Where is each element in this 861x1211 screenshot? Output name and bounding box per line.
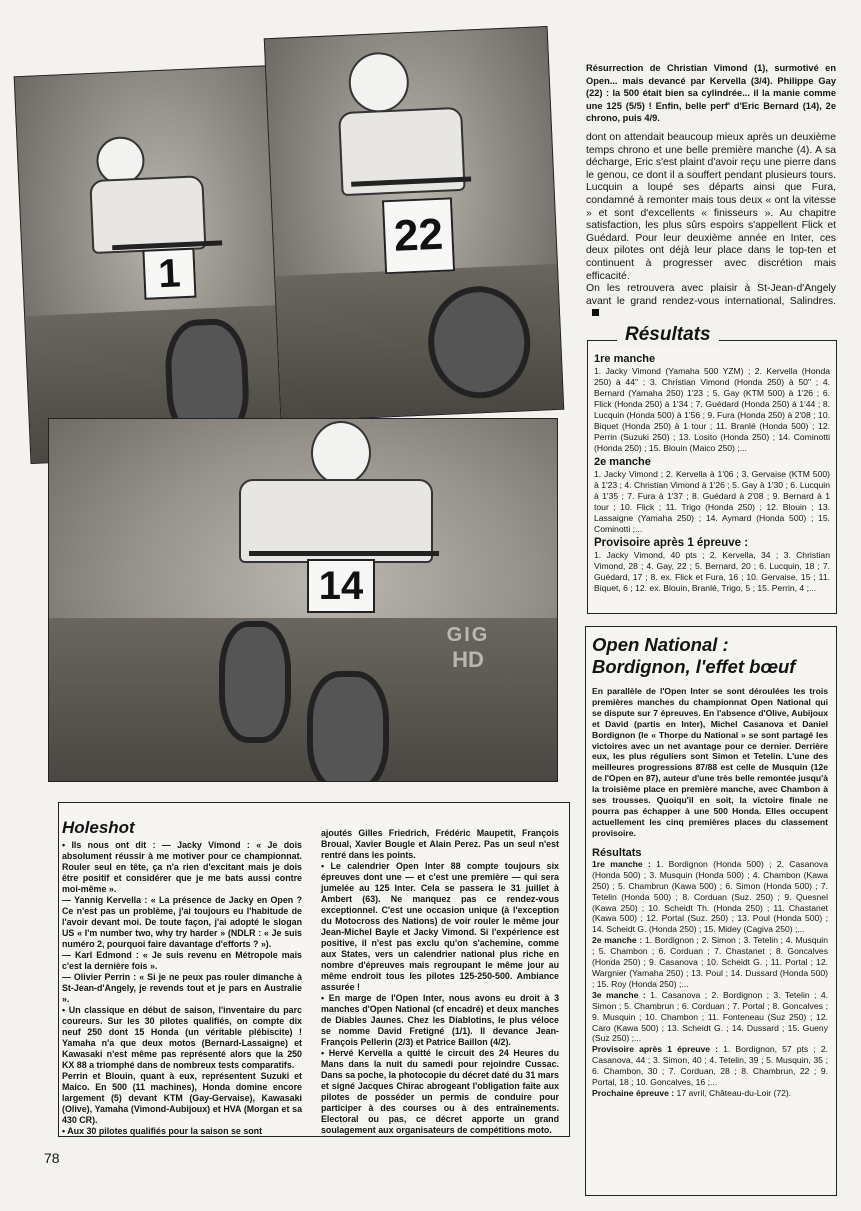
photo-philippe-gay	[264, 26, 564, 422]
on-manche-1-results: 1. Bordignon (Honda 500) ; 2. Casanova (Honda 500) ; 3. Musquin (Honda 500) ; 4. Chambon (Kawa 250) ; 5. Chambrun (Kawa 500) ; 6. Simon (Honda 500) ; 7. Tetelin (Honda 500) ; 8. Corduan (Suz. 250) ; 9. Quesnel (Kawa 250) ; 10. Scheidt Th. (Honda 250) ; 11. Chastanet (Kawa 500) ; 12. Portal (Suz. 250) ; 13. Poul (Honda 500) ; 14. Scheidt G. (Honda 250) ; 15. Midey (Cagiva 250) ;...	[592, 858, 828, 935]
on-next-event-heading: Prochaine épreuve :	[592, 1087, 675, 1098]
open-national-results-title: Résultats	[592, 847, 642, 859]
photo-eric-bernard	[48, 418, 558, 782]
end-mark-icon	[592, 309, 599, 316]
on-manche-3-heading: 3e manche :	[592, 989, 646, 1000]
holeshot-title: Holeshot	[62, 818, 135, 837]
on-manche-2-results: 1. Bordignon ; 2. Simon ; 3. Tetelin ; 4. Musquin ; 5. Chambon ; 6. Corduan ; 7. Chastanet ; 8. Goncalves (Honda 250) ; 9. Casanova ; 10. Scheidt G. ; 11. Portal ; 12. Wargnier (Yamaha 250) ; 13. Poul ; 14. Dussard (Honda 500) ; 15. Roy (Honda 250) ;...	[592, 935, 828, 989]
open-national-text: En parallèle de l'Open Inter se sont déroulées les trois premières manches du championnat Open National qui se dispute sur 7 épreuves. En l'absence d'Olive, Aubijoux et David (partis en Inter), Michel Casanova et Daniel Bordignon (le « Thorpe du National » se sont partagé les victoires avec un net avantage pour ce dernier. Derrière eux, les plus réguliers sont Simon et Tetelin. L'une des meilleures progressions 87/88 est celle de Musquin (12e de l'Open en 87), auteur d'une très belle remontée jusqu'à la troisième place en première manche, avec Chambon à ses trousses. Quoiqu'il en soit, la victoire finale ne pourra pas échapper à une 500 Honda. Elles occupent actuellement les cinq premières places du classement provisoire.	[592, 686, 828, 838]
watermark-logo: GIG HD	[446, 624, 490, 672]
open-national-title: Open National : Bordignon, l'effet bœuf	[592, 634, 796, 677]
on-manche-1-heading: 1re manche :	[592, 858, 651, 869]
manche-2-heading: 2e manche	[594, 456, 651, 468]
results-title: Résultats	[617, 324, 719, 346]
provisional-heading: Provisoire après 1 épreuve :	[594, 537, 749, 549]
page-number: 78	[44, 1150, 60, 1166]
results-content	[594, 352, 830, 597]
manche-2-results: 1. Jacky Vimond ; 2. Kervella à 1'06 ; 3. Gervaise (KTM 500) à 1'23 ; 4. Christian Vimond à 1'26 ; 5. Gay à 1'30 ; 6. Lucquin à 1'35 ; 7. Fura à 1'37 ; 8. Guédard à 2'08 ; 9. Bernard à 1 tour ; 10. Flick ; 11. Trigo (Honda 250) ; 12. Blouin ; 13. Lassaigne (Yamaha 250) ; 14. Aymard (Honda 500) ; 15. Cominotti ;...	[594, 469, 830, 534]
on-provisional-heading: Provisoire après 1 épreuve :	[592, 1044, 719, 1055]
manche-1-heading: 1re manche	[594, 353, 656, 365]
photo-caption: Résurrection de Christian Vimond (1), surmotivé en Open... mais devancé par Kervella (3/4). Philippe Gay (22) : la 500 était bien sa cylindrée... il la manie comme une 125 (5/5) ! Enfin, belle perf' d'Eric Bernard (14), 2e chrono, puis 4/9.	[586, 63, 836, 124]
article-body: dont on attendait beaucoup mieux après un deuxième temps chrono et une belle première manche (4). A sa décharge, Eric s'est plaint d'avoir reçu une pierre dans le genou, ce dont il a souffert pendant plusieurs tours. Lucquin a loupé ses départs ainsi que Fura, condamné à remonter mais tous deux « ont la vitesse » et sont d'excellents « finisseurs ». Au chapitre satisfaction, les plus sûrs espoirs s'appellent Flick et Guédard. Pour leur deuxième année en Inter, ces deux pilotes ont déjà leur place dans le top-ten et continuent à progresser avec discrétion mais efficacité. On les retrouvera avec plaisir à St-Jean-d'Angely avant le grand rendez-vous international, Salindres.	[586, 132, 836, 321]
on-manche-3-results: 1. Casanova ; 2. Bordignon ; 3. Tetelin ; 4. Simon ; 5. Chambrun ; 6. Corduan ; 7. Portal ; 8. Goncalves ; 9. Musquin ; 10. Chambon ; 11. Fonteneau (Suz 250) ; 12. Caro (Kawa 500) ; 13. Scheidt G. ; 14. Dussard ; 15. Gueny (Suz 250) ;...	[592, 989, 828, 1044]
manche-1-results: 1. Jacky Vimond (Yamaha 500 YZM) ; 2. Kervella (Honda 250) à 44" ; 3. Christian Vimond (Honda 250) à 50" ; 4. Bernard (Yamaha 250) 1'23 ; 5. Gay (KTM 500) à 1'26 ; 6. Flick (Honda 250) à 1'34 ; 7. Guédard (Honda 250) à 1'44 ; 8. Lucquin (Honda 500) à 1'56 ; 9. Fura (Honda 250) à 2'08 ; 10. Biquet (Honda 250) à 1 tour ; 11. Branlé (Honda 500) ; 12. Perrin (Suzuki 250) ; 13. Losito (Honda 250) ; 14. Cominotti (Honda 250) ; 15. Blouin (Maico 250) ;...	[594, 366, 830, 453]
on-next-event: 17 avril, Château-du-Loir (72).	[676, 1087, 792, 1098]
holeshot-column-2: ajoutés Gilles Friedrich, Frédéric Maupetit, François Broual, Xavier Bougle et Alain Perez. Pas un seul n'est rentré dans les points. • Le calendrier Open Inter 88 compte toujours six épreuves dont une — et c'est une première — qui sera jumelée au 125 Inter. Cela se passera le 31 juillet à Ambert (63). Ne manquez pas ce rendez-vous exceptionnel. C'est une occasion unique (à l'exception du Motocross des Nations) de voir rouler le même jour Jean-Michel Bayle et Jacky Vimond. Si l'expérience est positive, il n'est pas exclu qu'on s'achemine, comme aux States, vers un calendrier national plus riche en nombre d'épreuves mais regroupant le même jour au même endroit tous les pilotes 125-250-500. Ambiance assurée ! • En marge de l'Open Inter, nous avons eu droit à 3 manches d'Open National (cf encadré) et deux manches de Diables Jaunes. Chez les Diablotins, le plus véloce se nomme David Fretigné (1/1). Il devance Jean-François Pellerin (2/3) et Patrice Baillon (4/2). • Hervé Kervella a quitté le circuit des 24 Heures du Mans dans la nuit du samedi pour rejoindre Cussac. Dans sa poche, la photocopie du décret daté du 31 mars et signé Jacques Chirac abrogeant l'obligation faite aux pilotes de posséder un permis de conduire pour participer à des courses ou à des entraînements. Electoral ou pas, ce décret apporte un grand soulagement aux organisateurs de compétitions moto.	[321, 828, 559, 1135]
holeshot-column-1: • Ils nous ont dit : — Jacky Vimond : « Je dois absolument réussir à me motiver pour ce championnat. Rouler seul en tête, ça n'a rien d'excitant mais je dois être positif et considérer que je me bats aussi contre moi-même ». — Yannig Kervella : « La présence de Jacky en Open ? Ce n'est pas un problème, j'ai toujours eu l'habitude de l'avoir devant moi. De toute façon, j'ai adopté le slogan US « I'm number two, why try harder » (NDLR : « Je suis numéro 2, pourquoi faire davantage d'efforts ? »). — Karl Edmond : « Je suis revenu en Métropole mais c'est la dernière fois ». — Olivier Perrin : « Si je ne peux pas rouler dimanche à St-Jean-d'Angely, je revends tout et je pars en Australie ». • Un classique en début de saison, l'inventaire du parc coureurs. Sur les 30 pilotes qualifiés, on compte dix neuf 250 dont 15 Honda (un véritable plébiscite) ! Yamaha n'a que deux motos (Bernard-Lassaigne) et Kawasaki n'est même pas représenté alors que la 250 KX 88 a triomphé dans de nombreux tests comparatifs. Perrin et Blouin, quant à eux, représentent Suzuki et Maico. En 500 (11 machines), Honda domine encore largement (5) devant KTM (Gay-Gervaise), Kawasaki (Olive), Yamaha (Vimond-Aubijoux) et HVA (Morgan et sa 430 CR). • Aux 30 pilotes qualifiés pour la saison se sont	[62, 840, 302, 1136]
on-manche-2-heading: 2e manche :	[592, 935, 643, 946]
on-provisional-results: 1. Bordignon, 57 pts ; 2. Casanova, 44 ; 3. Simon, 40 ; 4. Tetelin, 39 ; 5. Musquin, 35 ; 6. Chambon, 30 ; 7. Corduan, 28 ; 8. Chambrun, 22 ; 9. Portal, 18 ; 10. Goncalves, 16 ;...	[592, 1044, 829, 1088]
number-plate: 14	[307, 559, 375, 613]
number-plate: 1	[142, 248, 196, 300]
number-plate: 22	[382, 197, 455, 274]
open-national-results	[592, 848, 828, 1099]
provisional-results: 1. Jacky Vimond, 40 pts ; 2. Kervella, 34 ; 3. Christian Vimond, 28 ; 4. Gay, 22 ; 5. Bernard, 20 ; 6. Lucquin, 18 ; 7. Guédard, 17 ; 8. ex. Flick et Fura, 16 ; 10. Gervaise, 15 ; 11. Biquet, 6 ; 12. ex. Blouin, Branlé, Trigo, 5 ; 15. Perrin, 4 ;...	[594, 550, 830, 593]
